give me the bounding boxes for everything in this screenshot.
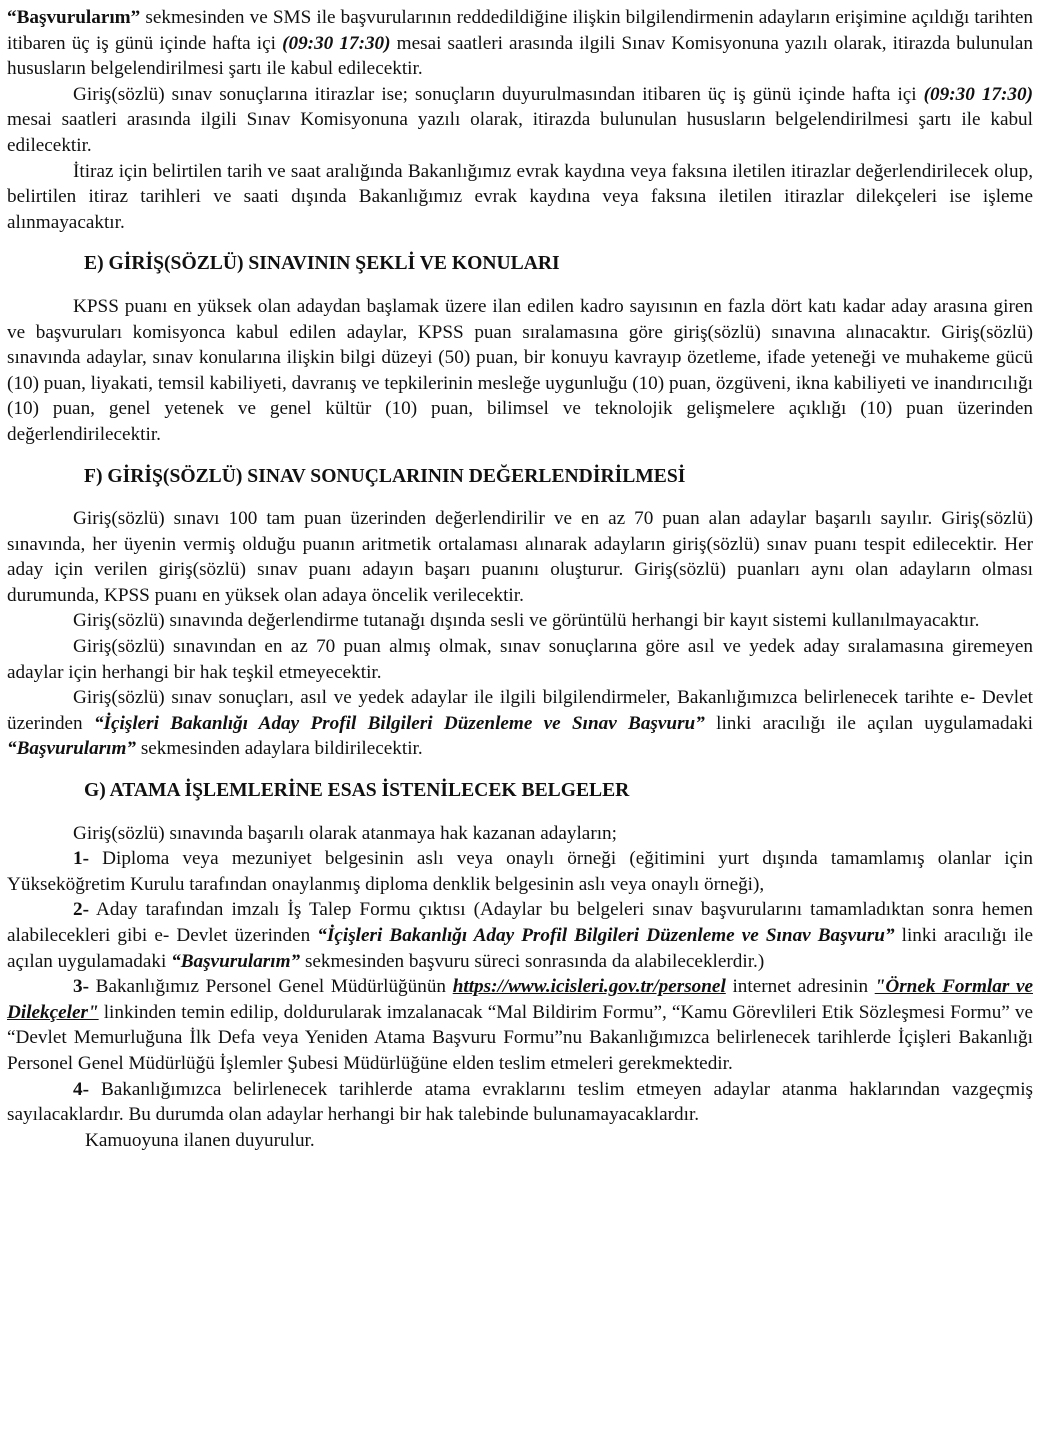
list-item-4: 4- Bakanlığımızca belirlenecek tarihlerde atama evraklarını teslim etmeyen adaylar atanma haklarından vazgeçmiş sayılacaklardır. Bu durumda olan adaylar herhangi bir hak talebinde bulunamayacaklardır. — [7, 1078, 1033, 1126]
basvurularim-tab-ref: “Başvurularım” — [171, 950, 301, 972]
closing-line: Kamuoyuna ilanen duyurulur. — [85, 1129, 315, 1151]
section-f-heading: F) GİRİŞ(SÖZLÜ) SINAV SONUÇLARININ DEĞERLENDİRİLMESİ — [84, 465, 686, 487]
office-hours: (09:30 17:30) — [923, 83, 1034, 105]
sample-forms-link[interactable]: "Örnek Formlar ve Dilekçeler" — [7, 976, 1033, 1023]
item-number: 4- — [73, 1078, 89, 1100]
personel-url-link[interactable]: https://www.icisleri.gov.tr/personel — [452, 976, 726, 998]
item-number: 3- — [73, 976, 89, 998]
list-item-1: 1- Diploma veya mezuniyet belgesinin aslı veya onaylı örneği (eğitimini yurt dışında tamamlamış olanlar için Yükseköğretim Kurulu tarafından onaylanmış diploma denklik belgesinin aslı veya onaylı örneği), — [7, 848, 1033, 895]
section-f-paragraph-3: Giriş(sözlü) sınavından en az 70 puan almış olmak, sınav sonuçlarına göre asıl ve yedek aday sıralamasına giremeyen adaylar için herhangi bir hak teşkil etmeyecektir. — [7, 636, 1033, 683]
edevlet-link-ref: “İçişleri Bakanlığı Aday Profil Bilgileri Düzenleme ve Sınav Başvuru” — [317, 925, 895, 946]
section-e-paragraph: KPSS puanı en yüksek olan adaydan başlamak üzere ilan edilen kadro sayısının en fazla dört katı kadar aday arasına giren ve başvuruları komisyonca kabul edilen adaylar, KPSS puan sıralamasına göre giriş(sözlü) sınavına alınacaktır. Giriş(sözlü) sınavında adaylar, sınav konularına ilişkin bilgi düzeyi (50) puan, bir konuyu kavrayıp özetleme, ifade yeteneği ve muhakeme gücü (10) puan, liyakati, temsil kabiliyeti, davranış ve tepkilerinin mesleğe uygunluğu (10) puan, özgüveni, ikna kabiliyeti ve inandırıcılığı (10) puan, genel yetenek ve genel kültür (10) puan, bilimsel ve teknolojik gelişmelere açıklığı (10) puan üzerinden değerlendirilecektir. — [7, 295, 1033, 445]
oral-objection-paragraph: Giriş(sözlü) sınav sonuçlarına itirazlar ise; sonuçların duyurulmasından itibaren üç iş günü içinde hafta içi (09:30 17:30) mesai saatleri arasında ilgili Sınav Komisyonuna yazılı olarak, itirazda bulunulan hususların belgelendirilmesi şartı ile kabul edilecektir. — [7, 83, 1034, 156]
office-hours: (09:30 17:30) — [282, 32, 391, 54]
list-item-2: 2- Aday tarafından imzalı İş Talep Formu çıktısı (Adaylar bu belgeleri sınav başvurularını tamamladıktan sonra hemen alabilecekleri gibi e- Devlet üzerinden “İçişleri Bakanlığı Aday Profil Bilgileri Düzenleme ve Sınav Başvuru” linki aracılığı ile açılan uygulamadaki “Başvurularım” sekmesinden başvuru süreci sonrasında da alabileceklerdir.) — [7, 899, 1034, 972]
list-item-3: 3- Bakanlığımız Personel Genel Müdürlüğünün https://www.icisleri.gov.tr/personel internet adresinin "Örnek Formlar ve Dilekçeler" linkinden temin edilip, doldurularak imzalanacak “Mal Bildirim Formu”, “Kamu Görevlileri Etik Sözleşmesi Formu” ve “Devlet Memurluğuna İlk Defa veya Yeniden Atama Başvuru Formu”nu Bakanlığımızca belirlenecek tarihlerde İçişleri Bakanlığı Personel Genel Müdürlüğü İşlemler Şubesi Müdürlüğüne elden teslim etmeleri gerekmektedir. — [7, 976, 1033, 1074]
edevlet-link-ref: “İçişleri Bakanlığı Aday Profil Bilgileri Düzenleme ve Sınav Başvuru” — [93, 712, 705, 734]
section-e-heading: E) GİRİŞ(SÖZLÜ) SINAVININ ŞEKLİ VE KONULARI — [84, 253, 560, 275]
basvurularim-tab-ref: “Başvurularım” — [7, 738, 137, 760]
section-g-intro: Giriş(sözlü) sınavında başarılı olarak atanmaya hak kazanan adayların; — [73, 822, 617, 844]
section-f-paragraph-1: Giriş(sözlü) sınavı 100 tam puan üzerinden değerlendirilir ve en az 70 puan alan adaylar başarılı sayılır. Giriş(sözlü) sınavında, her üyenin vermiş olduğu puanın aritmetik ortalaması alınarak adayların giriş(sözlü) sınav puanı tespit edilecektir. Her aday için verilen giriş(sözlü) sınav puanı adayın başarı puanını oluşturur. Giriş(sözlü) puanları aynı olan adayların olması durumunda, KPSS puanı en yüksek olan adaya öncelik verilecektir. — [7, 508, 1033, 606]
item-number: 2- — [73, 899, 89, 921]
section-f-paragraph-2: Giriş(sözlü) sınavında değerlendirme tutanağı dışında sesli ve görüntülü herhangi bir kayıt sistemi kullanılmayacaktır. — [73, 610, 980, 632]
section-g-heading: G) ATAMA İŞLEMLERİNE ESAS İSTENİLECEK BELGELER — [84, 780, 630, 802]
item-number: 1- — [73, 848, 89, 870]
objection-fax-paragraph: İtiraz için belirtilen tarih ve saat aralığında Bakanlığımız evrak kaydına veya faksına iletilen itirazlar değerlendirilecek olup, belirtilen itiraz tarihleri ve saati dışında Bakanlığımız evrak kaydına veya faksına iletilen itirazlar dilekçeleri ise işleme alınmayacaktır. — [7, 160, 1033, 233]
intro-paragraph: “Başvurularım” sekmesinden ve SMS ile başvurularının reddedildiğine ilişkin bilgilendirmenin adayların erişimine açıldığı tarihten itibaren üç iş günü içinde hafta içi (09:30 17:30) mesai saatleri arasında ilgili Sınav Komisyonuna yazılı olarak, itirazda bulunulan hususların belgelendirilmesi şartı ile kabul edilecektir. — [7, 7, 1034, 80]
section-f-paragraph-4: Giriş(sözlü) sınav sonuçları, asıl ve yedek adaylar ile ilgili bilgilendirmeler, Bakanlığımızca belirlenecek tarihte e- Devlet üzerinden “İçişleri Bakanlığı Aday Profil Bilgileri Düzenleme ve Sınav Başvuru” linki aracılığı ile açılan uygulamadaki “Başvurularım” sekmesinden adaylara bildirilecektir. — [7, 687, 1033, 760]
basvurularim-tab-ref: “Başvurularım” — [7, 7, 141, 28]
